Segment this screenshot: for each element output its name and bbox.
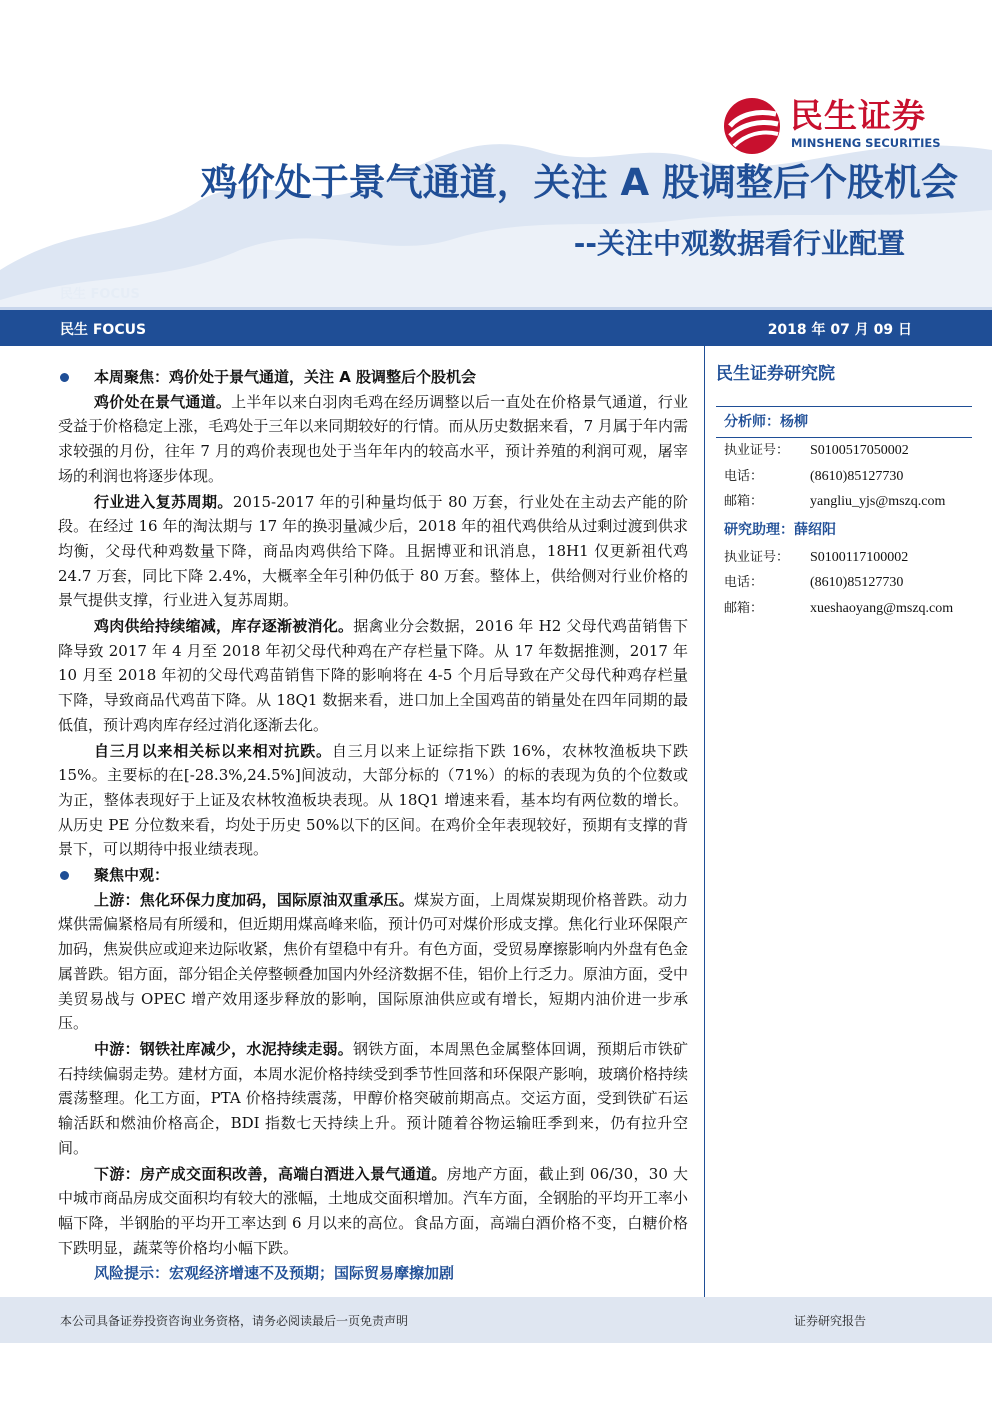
paragraph-text: 上半年以来白羽肉毛鸡在经历调整以后一直处在价格景气通道，行业受益于价格稳定上涨，毛鸡处于三年以来同期较好的行情。而从历史数据来看，7 月属于年内需求较强的月份，往年 7 月的鸡价表现也处于当年年内的较高水平，预计养殖的利润可观，屠宰场的利润也将逐步体现。 bbox=[58, 392, 688, 485]
paragraph-text: 煤炭方面，上周煤炭期现价格普跌。动力煤供需偏紧格局有所缓和，但近期用煤高峰来临，预计仍可对煤价形成支撑。焦化行业环保限产加码，焦炭供应或迎来边际收紧，焦价有望稳中有升。有色方面，受贸易摩擦影响内外盘有色金属普跌。铝方面，部分铝企关停整顿叠加国内外经济数据不佳，铝价上行乏力。原油方面，受中美贸易战与 OPEC 增产效用逐步释放的影响，国际原油供应或有增长，短期内油价进一步承压。 bbox=[58, 890, 689, 1033]
paragraph-text: 2015-2017 年的引种量均低于 80 万套，行业处在主动去产能的阶段。在经过 16 年的淘汰期与 17 年的换羽量减少后，2018 年的祖代鸡供给从过剩过渡到供求均衡，父母代种鸡数量下降，商品肉鸡供给下降。且据博亚和讯消息，18H1 仅更新祖代鸡 24.7 万套，同比下降 2.4%，大概率全年引种仍低于 80 万套。整体上，供给侧对行业价格的景气提供支撑，行业进入复苏周期。 bbox=[58, 492, 688, 610]
paragraph-text: 据禽业分会数据，2016 年 H2 父母代鸡苗销售下降导致 2017 年 4 月至 2018 年初父母代种鸡在产存栏量下降。从 17 年数据推测，2017 年 10 月至 2018 年初的父母代鸡苗销售下降的影响将在 4-5 个月后导致在产父母代种鸡存栏量下降，导致商品代鸡苗下降。从 18Q1 数据来看，进口加上全国鸡苗的销量处在四年同期的最低值，预计鸡肉库存经过消化逐渐去化。 bbox=[58, 617, 688, 734]
bullet-icon bbox=[60, 373, 69, 382]
contact-key: 执业证号： bbox=[724, 549, 790, 565]
logo-name-cn: 民生证券 bbox=[790, 96, 926, 135]
email-address[interactable]: yangliu_yjs@mszq.com bbox=[810, 494, 946, 509]
page-footer bbox=[0, 1297, 992, 1343]
report-type: 证券研究报告 bbox=[793, 1314, 866, 1328]
paragraph-lead: 中游：钢铁社库减少，水泥持续走弱。 bbox=[94, 1039, 354, 1058]
contact-row bbox=[716, 545, 976, 571]
ghost-series-label: 民生 FOCUS bbox=[60, 287, 140, 302]
paragraph bbox=[58, 1162, 688, 1261]
paragraph-lead: 鸡肉供给持续缩减，库存逐渐被消化。 bbox=[94, 617, 354, 636]
column-divider bbox=[704, 345, 705, 1297]
contact-row bbox=[716, 489, 976, 515]
paragraph bbox=[58, 739, 688, 863]
paragraph bbox=[58, 1037, 688, 1161]
phone-number: (8610)85127730 bbox=[810, 575, 904, 590]
contact-row bbox=[716, 438, 976, 464]
paragraph bbox=[58, 490, 688, 614]
paragraph-lead: 行业进入复苏周期。 bbox=[94, 492, 233, 511]
report-subtitle: --关注中观数据看行业配置 bbox=[573, 227, 905, 260]
paragraph-lead: 鸡价处在景气通道。 bbox=[94, 392, 232, 411]
institute-name: 民生证券研究院 bbox=[716, 364, 835, 384]
paragraph-lead: 上游：焦化环保力度加码，国际原油双重承压。 bbox=[94, 890, 414, 909]
series-label: 民生 FOCUS bbox=[60, 322, 147, 338]
main-content bbox=[58, 365, 688, 1286]
risk-warning: 风险提示：宏观经济增速不及预期；国际贸易摩擦加剧 bbox=[94, 1264, 455, 1283]
paragraph-text: 钢铁方面，本周黑色金属整体回调，预期后市铁矿石持续偏弱走势。建材方面，本周水泥价格持续受到季节性回落和环保限产影响，玻璃价格持续震荡整理。化工方面，PTA 价格持续震荡，甲醇价格突破前期高点。交运方面，受到铁矿石运输活跃和燃油价格高企，BDI 指数七天持续上升。预计随着谷物运输旺季到来，仍有拉升空间。 bbox=[58, 1039, 689, 1157]
bullet-icon bbox=[60, 871, 69, 880]
sidebar bbox=[716, 360, 976, 621]
report-date: 2018 年 07 月 09 日 bbox=[767, 322, 912, 338]
paragraph-lead: 下游：房产成交面积改善，高端白酒进入景气通道。 bbox=[94, 1164, 447, 1183]
paragraph bbox=[58, 614, 688, 738]
contact-key: 执业证号： bbox=[724, 443, 790, 458]
minsheng-logo-icon bbox=[722, 96, 784, 156]
header-banner bbox=[0, 307, 992, 346]
brand-logo bbox=[722, 96, 962, 156]
bullet-heading-text: 本周聚焦：鸡价处于景气通道，关注 A 股调整后个股机会 bbox=[94, 368, 477, 386]
report-title: 鸡价处于景气通道，关注 A 股调整后个股机会 bbox=[200, 161, 958, 204]
contact-key: 电话： bbox=[724, 575, 764, 590]
bullet-heading bbox=[58, 863, 688, 888]
disclaimer-note: 本公司具备证券投资咨询业务资格，请务必阅读最后一页免责声明 bbox=[60, 1314, 409, 1328]
phone-number: (8610)85127730 bbox=[810, 468, 904, 484]
contact-key: 邮箱： bbox=[724, 600, 764, 616]
contact-key: 电话： bbox=[724, 468, 764, 484]
analyst-label: 分析师：杨柳 bbox=[724, 414, 808, 430]
assistant-label: 研究助理：薛绍阳 bbox=[724, 521, 836, 538]
paragraph-lead: 自三月以来相关标以来相对抗跌。 bbox=[94, 741, 332, 760]
paragraph-text: 自三月以来上证综指下跌 16%，农林牧渔板块下跌 15%。主要标的在[-28.3%,24.5%]间波动，大部分标的（71%）的标的表现为负的个位数或为正，整体表现好于上证及农林牧渔板块表现。从 18Q1 增速来看，基本均有两位数的增长。从历史 PE 分位数来看，均处于历史 50%以下的区间。在鸡价全年表现较好，预期有支撑的背景下，可以期待中报业绩表现。 bbox=[58, 741, 688, 859]
license-number: S0100117100002 bbox=[810, 549, 909, 565]
license-number: S0100517050002 bbox=[810, 443, 909, 458]
contact-row bbox=[716, 570, 976, 596]
contact-key: 邮箱： bbox=[724, 494, 764, 509]
logo-name-en: MINSHENG SECURITIES bbox=[791, 136, 941, 150]
paragraph bbox=[58, 390, 688, 489]
bullet-heading bbox=[58, 365, 688, 390]
contact-row bbox=[716, 596, 976, 622]
paragraph-text: 房地产方面，截止到 06/30，30 大中城市商品房成交面积均有较大的涨幅，土地成交面积增加。汽车方面，全钢胎的平均开工率小幅下降，半钢胎的平均开工率达到 6 月以来的高位。食品方面，高端白酒价格不变，白糖价格下跌明显，蔬菜等价格均小幅下跌。 bbox=[58, 1164, 689, 1257]
contact-row bbox=[716, 464, 976, 490]
email-address[interactable]: xueshaoyang@mszq.com bbox=[810, 600, 954, 616]
bullet-heading-text: 聚焦中观： bbox=[94, 866, 170, 885]
paragraph bbox=[58, 888, 688, 1036]
